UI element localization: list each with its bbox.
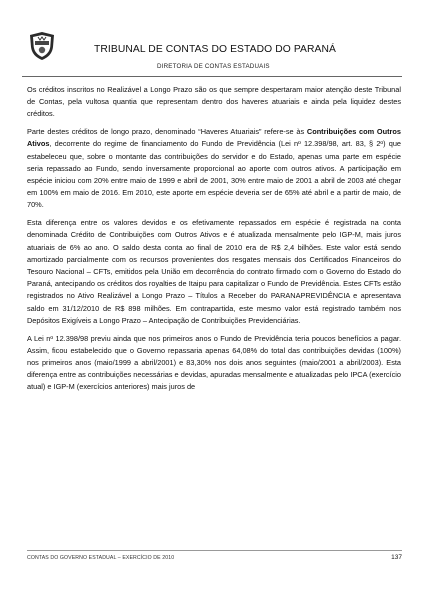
paragraph-3: Esta diferença entre os valores devidos e os efetivamente repassados em espécie é registrada na conta denominada Crédito de Contribuições com Outros Ativos e é atualizada mensalmente pelo IGP-M, mais juros atuariais de 6% ao ano. O saldo desta conta ao final de 2010 era de R$ 2,4 bilhões. Este valor está sendo amortizado parcialmente com os recursos provenientes dos resgates mensais dos Certificados Financeiros do Tesouro Nacional – CFTs, emitidos pela União em decorrência do contrato firmado com o Governo do Estado do Paraná, antecipando os créditos dos royalties de Itaipu para capitalizar o Fundo de Previdência. Estes CFTs estão registrados no Ativo Realizável a Longo Prazo – Títulos a Receber do PARANAPREVIDÊNCIA e apresentava saldo em 31/12/2010 de R$ 898 milhões. Em contrapartida, este mesmo valor está registrado também nos Depósitos Exigíveis a Longo Prazo – Antecipação de Contribuições Previdenciárias. — [27, 218, 401, 325]
parana-coat-of-arms-icon — [28, 31, 56, 61]
paragraph-4: A Lei nº 12.398/98 previu ainda que nos primeiros anos o Fundo de Previdência teria poucos benefícios a pagar. Assim, ficou estabelecido que o Governo repassaria apenas 64,08% do total das contribuições devidas (100%) nos primeiros anos (maio/1999 a abril/2001) e 83,30% nos dois anos seguintes (maio/2001 a abril/2003). Esta diferença entre as contribuições necessárias e devidas, apuradas mensalmente e atualizadas pelo IPCA (exercício atual) e IGP-M (exercícios anteriores) mais juros de — [27, 333, 401, 392]
footer-caption: CONTAS DO GOVERNO ESTADUAL – EXERCÍCIO DE 2010 — [27, 555, 175, 561]
paragraph-2: Parte destes créditos de longo prazo, denominado “Haveres Atuariais” refere-se às Contribuições com Outros Ativos, decorrente do regime de financiamento do Fundo de Previdência (Lei nº 12.398/98, art. 83, § 2º) que estabeleceu que, sobre o montante das contribuições do servidor e do Estado, apenas uma parte em espécie seria repassado ao Fundo, sendo inversamente proporcional ao aporte com outros ativos. A participação em espécie iniciou com 20% entre maio de 1999 e abril de 2001, 30% entre maio de 2001 a abril de 2003 até chegar em 100% em maio de 2016. Em 2010, este aporte em espécie deveria ser de 65% até abril e a partir de maio, de 70%. — [27, 127, 401, 210]
paragraph-1: Os créditos inscritos no Realizável a Longo Prazo são os que sempre despertaram maior atenção deste Tribunal de Contas, pela vultosa quantia que representam dentro dos haveres atuariais e ainda pela liquidez destes créditos. — [27, 85, 401, 119]
header-title: TRIBUNAL DE CONTAS DO ESTADO DO PARANÁ — [94, 44, 336, 55]
document-body — [27, 84, 401, 399]
header-subtitle: DIRETORIA DE CONTAS ESTADUAIS — [157, 63, 270, 70]
footer-divider — [27, 550, 402, 551]
bold-term: Contribuições com Outros Ativos — [27, 127, 401, 149]
page-number: 137 — [391, 554, 402, 561]
header-divider — [22, 76, 402, 77]
